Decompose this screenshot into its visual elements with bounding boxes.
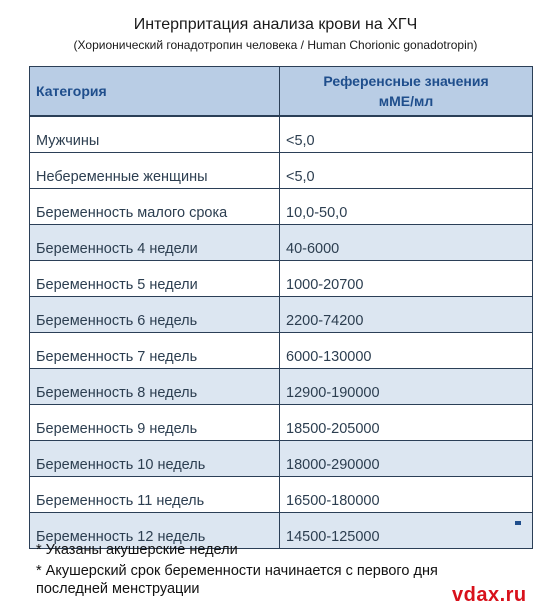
row-category: Беременность 8 недель [30, 369, 280, 405]
table-row [30, 261, 533, 297]
row-category: Беременность 10 недель [30, 441, 280, 477]
site-watermark: vdax.ru [452, 584, 527, 606]
table-row [30, 405, 533, 441]
column-header-category: Категория [30, 67, 280, 117]
column-header-values-line2: мМЕ/мл [378, 93, 434, 109]
row-value: 16500-180000 [280, 477, 533, 513]
table-row [30, 153, 533, 189]
row-category: Беременность 6 недель [30, 297, 280, 333]
table-corner-marker [515, 521, 521, 525]
table-row [30, 116, 533, 153]
row-value: 6000-130000 [280, 333, 533, 369]
row-category: Беременность 9 недель [30, 405, 280, 441]
row-category: Беременность 12 недель [30, 513, 280, 549]
row-value: <5,0 [280, 153, 533, 189]
row-category: Мужчины [30, 116, 280, 153]
page-subtitle: (Хорионический гонадотропин человека / Human Chorionic gonadotropin) [73, 38, 478, 52]
row-value: 40-6000 [280, 225, 533, 261]
row-category: Беременность 11 недель [30, 477, 280, 513]
footnote-gestation-start: * Акушерский срок беременности начинается с первого дня последней менструации [36, 563, 438, 597]
row-category: Беременность 4 недели [30, 225, 280, 261]
row-value: 10,0-50,0 [280, 189, 533, 225]
row-value: 1000-20700 [280, 261, 533, 297]
table-row [30, 441, 533, 477]
row-value: 12900-190000 [280, 369, 533, 405]
row-value: 14500-125000 [280, 513, 533, 549]
row-category: Беременность малого срока [30, 189, 280, 225]
table-row [30, 297, 533, 333]
page-title: Интерпритация анализа крови на ХГЧ [133, 16, 418, 33]
table-row [30, 333, 533, 369]
column-header-values-line1: Референсные значения [323, 73, 489, 89]
row-category: Беременность 7 недель [30, 333, 280, 369]
row-value: 18500-205000 [280, 405, 533, 441]
table-header-row [30, 67, 533, 117]
row-value: <5,0 [280, 116, 533, 153]
row-value: 18000-290000 [280, 441, 533, 477]
row-category: Беременность 5 недели [30, 261, 280, 297]
footnote-obstetric-weeks: * Указаны акушерские недели [36, 542, 238, 558]
table-row [30, 477, 533, 513]
table-row [30, 369, 533, 405]
row-category: Небеременные женщины [30, 153, 280, 189]
table-row [30, 225, 533, 261]
column-header-values [280, 67, 533, 117]
reference-table [29, 66, 533, 549]
table-row [30, 189, 533, 225]
row-value: 2200-74200 [280, 297, 533, 333]
